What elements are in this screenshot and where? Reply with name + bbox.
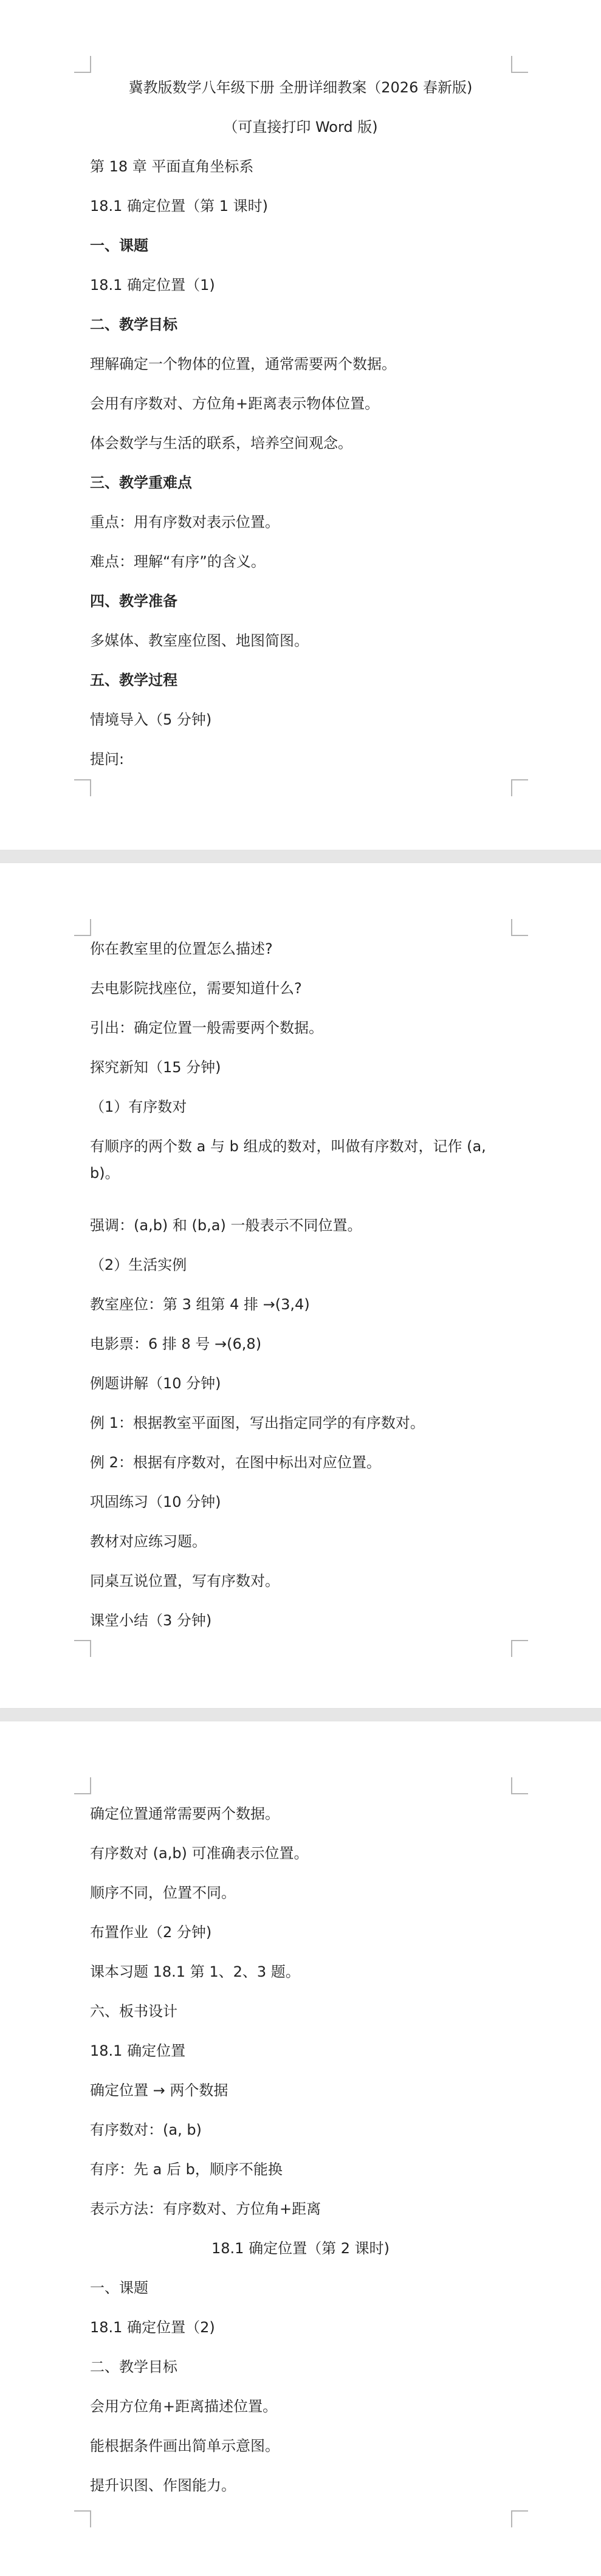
paragraph: 多媒体、教室座位图、地图简图。 xyxy=(90,632,309,649)
lesson-heading: 18.1 确定位置（第 1 课时) xyxy=(90,198,268,215)
paragraph: 难点：理解“有序”的含义。 xyxy=(90,553,266,570)
paragraph: 顺序不同，位置不同。 xyxy=(90,1884,236,1901)
paragraph: 18.1 确定位置 xyxy=(90,2042,186,2059)
margin-corner-mark xyxy=(74,779,91,796)
paragraph: 一、课题 xyxy=(90,2279,148,2296)
document-page-3 xyxy=(0,1721,601,2576)
margin-corner-mark xyxy=(511,779,528,796)
paragraph: 会用有序数对、方位角+距离表示物体位置。 xyxy=(90,395,380,412)
paragraph: 有顺序的两个数 a 与 b 组成的数对，叫做有序数对，记作 (a, b)。 xyxy=(90,1138,486,1182)
paragraph: 二、教学目标 xyxy=(90,2358,177,2375)
margin-corner-mark xyxy=(74,2510,91,2527)
paragraph: 会用方位角+距离描述位置。 xyxy=(90,2398,278,2415)
paragraph: 课堂小结（3 分钟) xyxy=(90,1612,212,1629)
margin-corner-mark xyxy=(511,919,528,936)
paragraph: 探究新知（15 分钟) xyxy=(90,1059,221,1076)
paragraph: 有序：先 a 后 b，顺序不能换 xyxy=(90,2161,283,2178)
section-heading: 五、教学过程 xyxy=(90,672,177,689)
paragraph: 体会数学与生活的联系，培养空间观念。 xyxy=(90,435,352,452)
margin-corner-mark xyxy=(74,919,91,936)
paragraph: 六、板书设计 xyxy=(90,2003,177,2020)
paragraph: 教室座位：第 3 组第 4 排 →(3,4) xyxy=(90,1296,310,1313)
document-page-1 xyxy=(0,0,601,850)
paragraph: 有序数对 (a,b) 可准确表示位置。 xyxy=(90,1845,309,1862)
paragraph: 去电影院找座位，需要知道什么? xyxy=(90,980,302,997)
paragraph: 布置作业（2 分钟) xyxy=(90,1924,212,1941)
paragraph: 教材对应练习题。 xyxy=(90,1533,207,1550)
margin-corner-mark xyxy=(511,1640,528,1657)
paragraph: 能根据条件画出简单示意图。 xyxy=(90,2437,280,2454)
document-page-2 xyxy=(0,863,601,1708)
paragraph: 提问: xyxy=(90,751,125,768)
paragraph: 理解确定一个物体的位置，通常需要两个数据。 xyxy=(90,356,396,373)
paragraph: 巩固练习（10 分钟) xyxy=(90,1493,221,1510)
section-heading: 四、教学准备 xyxy=(90,593,177,610)
paragraph: 例题讲解（10 分钟) xyxy=(90,1375,221,1392)
margin-corner-mark xyxy=(74,56,91,73)
paragraph: 重点：用有序数对表示位置。 xyxy=(90,514,280,531)
section-heading: 三、教学重难点 xyxy=(90,474,192,491)
paragraph: 18.1 确定位置（1) xyxy=(90,277,215,294)
paragraph: 18.1 确定位置（2) xyxy=(90,2319,215,2336)
paragraph: 提升识图、作图能力。 xyxy=(90,2477,236,2494)
margin-corner-mark xyxy=(511,1777,528,1794)
paragraph: 电影票：6 排 8 号 →(6,8) xyxy=(90,1335,262,1352)
document-title: 冀教版数学八年级下册 全册详细教案（2026 春新版) xyxy=(128,79,473,96)
paragraph: 同桌互说位置，写有序数对。 xyxy=(90,1572,280,1589)
paragraph: 强调：(a,b) 和 (b,a) 一般表示不同位置。 xyxy=(90,1217,362,1234)
lesson-heading: 18.1 确定位置（第 2 课时) xyxy=(211,2240,390,2257)
paragraph: 表示方法：有序数对、方位角+距离 xyxy=(90,2200,321,2217)
paragraph: 例 2：根据有序数对，在图中标出对应位置。 xyxy=(90,1454,381,1471)
section-heading: 二、教学目标 xyxy=(90,316,177,333)
margin-corner-mark xyxy=(74,1640,91,1657)
paragraph: 课本习题 18.1 第 1、2、3 题。 xyxy=(90,1963,300,1980)
paragraph: 确定位置通常需要两个数据。 xyxy=(90,1805,280,1822)
chapter-heading: 第 18 章 平面直角坐标系 xyxy=(90,158,254,175)
paragraph: 你在教室里的位置怎么描述? xyxy=(90,940,273,957)
paragraph: （2）生活实例 xyxy=(90,1256,187,1273)
margin-corner-mark xyxy=(74,1777,91,1794)
paragraph: 情境导入（5 分钟) xyxy=(90,711,212,728)
margin-corner-mark xyxy=(511,56,528,73)
paragraph: 确定位置 → 两个数据 xyxy=(90,2082,228,2099)
paragraph: 引出：确定位置一般需要两个数据。 xyxy=(90,1019,323,1036)
section-heading: 一、课题 xyxy=(90,237,148,254)
paragraph: 例 1：根据教室平面图，写出指定同学的有序数对。 xyxy=(90,1414,425,1431)
paragraph: 有序数对：(a, b) xyxy=(90,2121,202,2138)
margin-corner-mark xyxy=(511,2510,528,2527)
paragraph: （1）有序数对 xyxy=(90,1098,187,1115)
document-subtitle: （可直接打印 Word 版) xyxy=(223,119,378,136)
